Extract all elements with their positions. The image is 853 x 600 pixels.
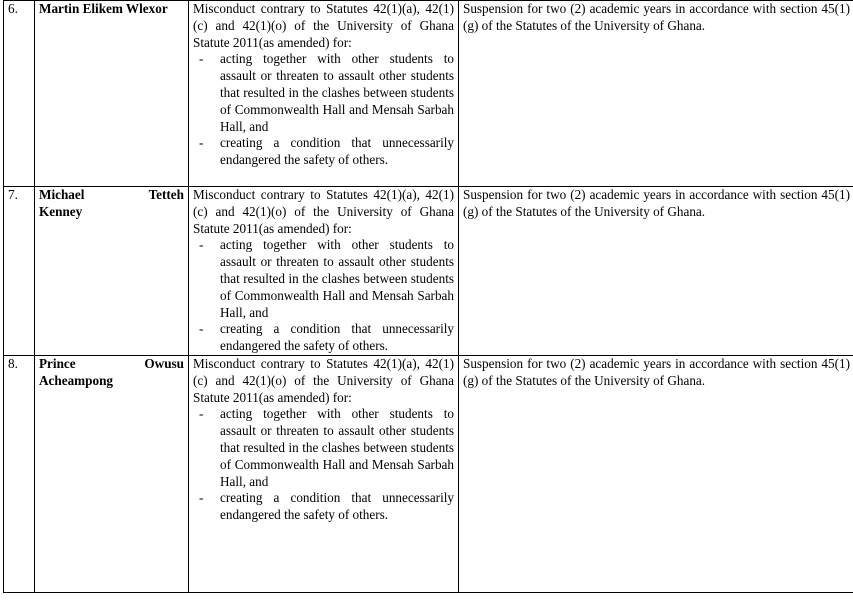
- bullet-dash: -: [199, 135, 204, 151]
- list-item: [193, 135, 454, 169]
- count-text: acting together with other students to assault or threaten to assault other students that resulted in the clashes between students of Commonwealth Hall and Mensah Sarbah Hall, and: [220, 237, 454, 320]
- offence-intro: Misconduct contrary to Statutes 42(1)(a), 42(1)(c) and 42(1)(o) of the University of Ghana Statute 2011(as amended) for:: [193, 1, 454, 50]
- row-number-text: 7.: [8, 187, 18, 202]
- count-text: creating a condition that unnecessarily endangered the safety of others.: [220, 490, 454, 523]
- count-text: acting together with other students to assault or threaten to assault other students that resulted in the clashes between students of Commonwealth Hall and Mensah Sarbah Hall, and: [220, 406, 454, 489]
- offence-counts: [193, 51, 454, 169]
- sanction-text: Suspension for two (2) academic years in accordance with section 45(1)(g) of the Statutes of the University of Ghana.: [463, 355, 850, 388]
- student-name-line2: Kenney: [39, 203, 83, 219]
- offence-counts: [193, 237, 454, 355]
- offence-cell: [189, 187, 459, 356]
- table-row: [4, 355, 853, 592]
- row-number: [4, 1, 35, 187]
- student-name-line2: Acheampong: [39, 372, 113, 388]
- count-text: creating a condition that unnecessarily endangered the safety of others.: [220, 135, 454, 168]
- student-name-line1: Prince Owusu: [39, 355, 184, 371]
- sanction-text: Suspension for two (2) academic years in accordance with section 45(1)(g) of the Statutes of the University of Ghana.: [463, 1, 850, 33]
- offence-cell: [189, 1, 459, 187]
- list-item: [193, 237, 454, 321]
- offence-intro: Misconduct contrary to Statutes 42(1)(a), 42(1)(c) and 42(1)(o) of the University of Ghana Statute 2011(as amended) for:: [193, 187, 454, 236]
- student-name-line1: Martin Elikem Wlexor: [39, 1, 168, 16]
- list-item: [193, 321, 454, 355]
- sanction-cell: [459, 187, 853, 356]
- count-text: acting together with other students to assault or threaten to assault other students that resulted in the clashes between students of Commonwealth Hall and Mensah Sarbah Hall, and: [220, 51, 454, 134]
- student-name: [35, 355, 189, 592]
- count-text: creating a condition that unnecessarily endangered the safety of others.: [220, 321, 454, 354]
- sanction-cell: [459, 355, 853, 592]
- student-name: [35, 1, 189, 187]
- bullet-dash: -: [199, 237, 204, 253]
- row-number-text: 6.: [8, 1, 18, 16]
- row-number: [4, 187, 35, 356]
- bullet-dash: -: [199, 51, 204, 67]
- table-row: [4, 187, 853, 356]
- list-item: [193, 51, 454, 135]
- student-name: [35, 187, 189, 356]
- offence-counts: [193, 406, 454, 524]
- offence-intro: Misconduct contrary to Statutes 42(1)(a), 42(1)(c) and 42(1)(o) of the University of Ghana Statute 2011(as amended) for:: [193, 355, 454, 405]
- list-item: [193, 406, 454, 490]
- table-row: [4, 1, 853, 187]
- sanctions-table: [3, 0, 853, 593]
- bullet-dash: -: [199, 490, 204, 506]
- bullet-dash: -: [199, 321, 204, 337]
- sanction-cell: [459, 1, 853, 187]
- sanction-text: Suspension for two (2) academic years in accordance with section 45(1)(g) of the Statutes of the University of Ghana.: [463, 187, 850, 219]
- bullet-dash: -: [199, 406, 204, 422]
- row-number: [4, 355, 35, 592]
- offence-cell: [189, 355, 459, 592]
- student-name-line1: Michael Tetteh: [39, 187, 184, 202]
- list-item: [193, 490, 454, 524]
- row-number-text: 8.: [8, 355, 18, 371]
